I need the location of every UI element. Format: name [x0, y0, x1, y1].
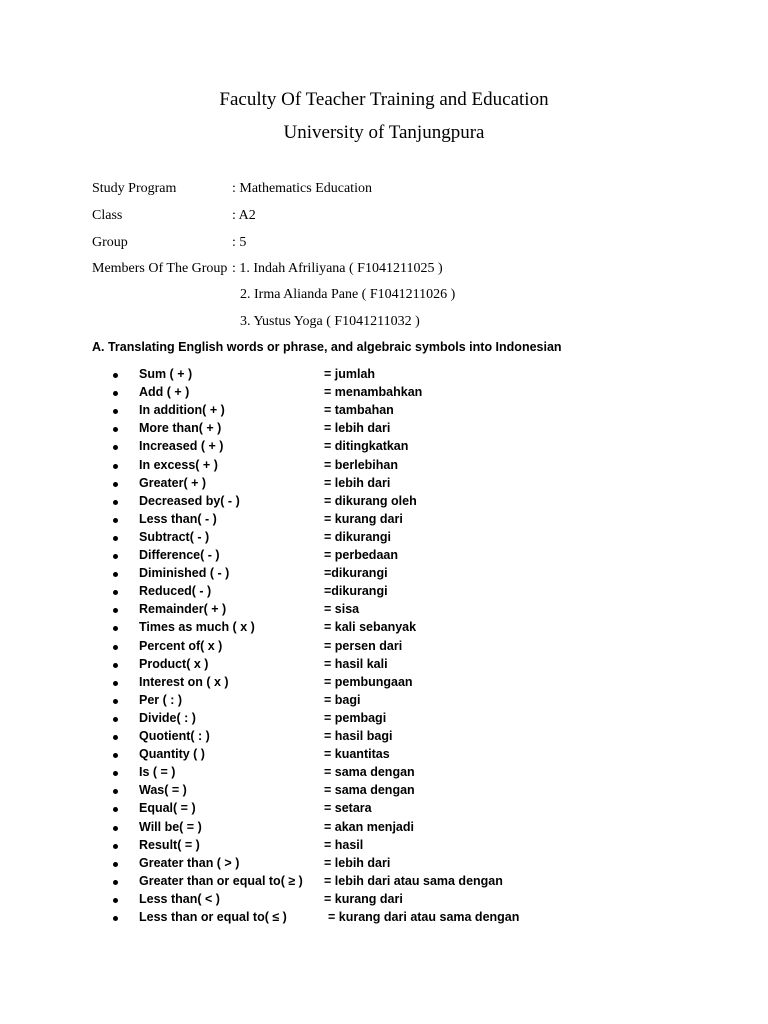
list-item: [0, 548, 768, 566]
list-item: [0, 711, 768, 729]
info-value: : A2: [232, 208, 256, 223]
info-label: Group: [92, 235, 128, 250]
list-item: [0, 584, 768, 602]
term-english: Times as much ( x ): [139, 620, 255, 635]
bullet-icon: [113, 391, 118, 396]
list-item: [0, 476, 768, 494]
term-english: Difference( - ): [139, 548, 220, 562]
bullet-icon: [113, 464, 118, 469]
term-english: Diminished ( - ): [139, 566, 230, 581]
term-indonesian: = dikurang oleh: [324, 493, 417, 508]
term-indonesian: = sama dengan: [324, 765, 415, 780]
info-label: Study Program: [92, 181, 177, 196]
term-english: Less than or equal to( ≤ ): [139, 910, 287, 924]
list-item: [0, 458, 768, 476]
list-item: [0, 693, 768, 711]
bullet-icon: [113, 681, 118, 686]
member-line: 3. Yustus Yoga ( F1041211032 ): [240, 314, 420, 329]
term-indonesian: = dikurangi: [324, 529, 392, 544]
bullet-icon: [113, 409, 118, 414]
bullet-icon: [113, 880, 118, 885]
list-item: [0, 385, 768, 403]
list-item: [0, 494, 768, 512]
bullet-icon: [113, 572, 118, 577]
term-english: Greater( + ): [139, 475, 207, 490]
bullet-icon: [113, 789, 118, 794]
bullet-icon: [113, 753, 118, 758]
bullet-icon: [113, 735, 118, 740]
term-english: Result( = ): [139, 837, 200, 852]
bullet-icon: [113, 916, 118, 921]
member-line: 2. Irma Alianda Pane ( F1041211026 ): [240, 287, 456, 302]
term-english: Interest on ( x ): [139, 674, 229, 689]
list-item: [0, 620, 768, 638]
list-item: [0, 856, 768, 874]
term-english: Is ( = ): [139, 765, 176, 780]
term-english: Subtract( - ): [139, 529, 210, 544]
list-item: [0, 820, 768, 838]
term-indonesian: = kurang dari: [324, 891, 403, 906]
term-indonesian: = sama dengan: [324, 783, 415, 798]
bullet-icon: [113, 898, 118, 903]
term-indonesian: =dikurangi: [324, 584, 388, 599]
term-english: Increased ( + ): [139, 439, 224, 454]
section-a-heading: A. Translating English words or phrase, and algebraic symbols into Indonesian: [92, 340, 562, 354]
list-item: [0, 747, 768, 765]
bullet-icon: [113, 536, 118, 541]
bullet-icon: [113, 482, 118, 487]
term-english: Remainder( + ): [139, 602, 227, 617]
bullet-icon: [113, 626, 118, 631]
term-indonesian: = kuantitas: [324, 747, 390, 762]
list-item: [0, 439, 768, 457]
term-indonesian: = hasil bagi: [324, 729, 393, 743]
list-item: [0, 530, 768, 548]
term-english: Quotient( : ): [139, 729, 210, 743]
term-indonesian: = sisa: [324, 602, 360, 617]
list-item: [0, 512, 768, 530]
bullet-icon: [113, 645, 118, 650]
bullet-icon: [113, 427, 118, 432]
list-item: [0, 639, 768, 657]
faculty-title: Faculty Of Teacher Training and Education: [219, 89, 549, 110]
list-item: [0, 892, 768, 910]
list-item: [0, 910, 768, 928]
term-english: Decreased by( - ): [139, 493, 240, 508]
term-english: Reduced( - ): [139, 584, 212, 599]
term-indonesian: = pembagi: [324, 710, 387, 725]
info-label: Class: [92, 208, 123, 223]
term-indonesian: =dikurangi: [324, 566, 388, 581]
university-title: University of Tanjungpura: [283, 122, 485, 143]
bullet-icon: [113, 608, 118, 613]
term-english: Per ( : ): [139, 692, 183, 707]
info-value: : 1. Indah Afriliyana ( F1041211025 ): [232, 261, 443, 276]
term-indonesian: = persen dari: [324, 638, 403, 653]
bullet-icon: [113, 373, 118, 378]
term-english: Percent of( x ): [139, 638, 223, 653]
list-item: [0, 874, 768, 892]
term-english: In excess( + ): [139, 457, 218, 472]
info-value: : Mathematics Education: [232, 181, 372, 196]
term-indonesian: = lebih dari: [324, 855, 391, 870]
term-indonesian: = kali sebanyak: [324, 620, 417, 635]
term-english: Divide( : ): [139, 710, 196, 725]
term-indonesian: = kurang dari atau sama dengan: [328, 910, 520, 924]
term-indonesian: = menambahkan: [324, 385, 423, 400]
term-indonesian: = lebih dari atau sama dengan: [324, 873, 503, 888]
term-indonesian: = lebih dari: [324, 421, 391, 436]
bullet-icon: [113, 500, 118, 505]
bullet-icon: [113, 590, 118, 595]
term-english: Add ( + ): [139, 385, 190, 400]
term-indonesian: = perbedaan: [324, 548, 398, 562]
list-item: [0, 657, 768, 675]
term-indonesian: = tambahan: [324, 403, 394, 418]
term-indonesian: = bagi: [324, 692, 361, 707]
bullet-icon: [113, 518, 118, 523]
term-indonesian: = hasil: [324, 837, 364, 852]
term-indonesian: = pembungaan: [324, 674, 413, 689]
bullet-icon: [113, 807, 118, 812]
bullet-icon: [113, 844, 118, 849]
term-english: Product( x ): [139, 656, 209, 671]
term-indonesian: = akan menjadi: [324, 819, 414, 834]
info-label: Members Of The Group: [92, 261, 228, 276]
term-english: Greater than or equal to( ≥ ): [139, 873, 303, 888]
term-indonesian: = kurang dari: [324, 511, 403, 526]
bullet-icon: [113, 826, 118, 831]
list-item: [0, 729, 768, 747]
term-english: Quantity ( ): [139, 747, 205, 762]
list-item: [0, 838, 768, 856]
term-english: Less than( - ): [139, 511, 217, 526]
bullet-icon: [113, 699, 118, 704]
term-english: Greater than ( > ): [139, 855, 240, 870]
term-english: In addition( + ): [139, 403, 225, 418]
term-english: Sum ( + ): [139, 367, 193, 381]
list-item: [0, 403, 768, 421]
term-english: Will be( = ): [139, 819, 202, 834]
term-indonesian: = lebih dari: [324, 475, 391, 490]
term-english: More than( + ): [139, 421, 222, 436]
list-item: [0, 367, 768, 385]
list-item: [0, 675, 768, 693]
term-english: Was( = ): [139, 783, 187, 798]
term-indonesian: = setara: [324, 801, 372, 816]
term-indonesian: = berlebihan: [324, 457, 398, 472]
bullet-icon: [113, 717, 118, 722]
list-item: [0, 801, 768, 819]
list-item: [0, 783, 768, 801]
bullet-icon: [113, 862, 118, 867]
bullet-icon: [113, 663, 118, 668]
list-item: [0, 602, 768, 620]
term-english: Less than( < ): [139, 891, 220, 906]
term-indonesian: = hasil kali: [324, 656, 388, 671]
list-item: [0, 765, 768, 783]
term-english: Equal( = ): [139, 801, 196, 816]
term-indonesian: = ditingkatkan: [324, 439, 409, 454]
list-item: [0, 566, 768, 584]
bullet-icon: [113, 771, 118, 776]
bullet-icon: [113, 445, 118, 450]
bullet-icon: [113, 554, 118, 559]
list-item: [0, 421, 768, 439]
term-indonesian: = jumlah: [324, 367, 376, 381]
info-value: : 5: [232, 235, 247, 250]
